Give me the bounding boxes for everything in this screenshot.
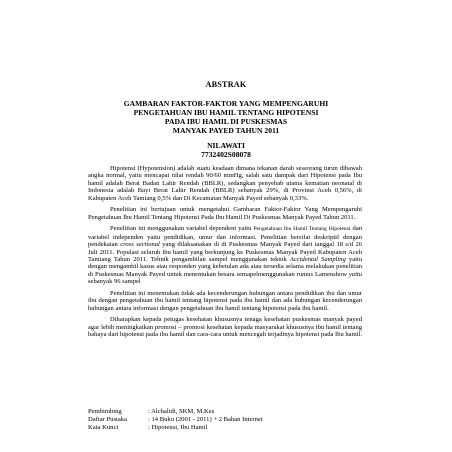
abstract-body xyxy=(88,165,362,343)
title-line: GAMBARAN FAKTOR-FAKTOR YANG MEMPENGARUHI xyxy=(123,99,329,108)
meta-key: Daftar Pustaka xyxy=(88,415,127,423)
p3-approach: cross sectional xyxy=(120,241,160,249)
author-id: 7732402S08078 xyxy=(201,150,251,159)
paragraph-2: Penelitian ini bertujuan untuk mengetahui Gambaran Faktor-Faktor Yang Mempengaruhi Pengetahuan Ibu Hamil Tentang Hipotensi Pada Ibu Hamil Di Puskesmas Manyak Payed Tahun 2011. xyxy=(88,206,362,221)
p3-text: dan variabel independen yaitu pendidikan, umur dan informasi. Penelitian bersifat deskriptif dengan pendekatan xyxy=(88,225,362,249)
p3-text: yaitu dengan mengambil kasus atau responden yang kebetulan ada atau tersedia selama melakukan penelitian di Puskesmas Manyak Payed untuk menentukan besara semapelmenggunakan rumus Lamenshow xyxy=(88,255,363,278)
title-line: MANYAK PAYED TAHUN 2011 xyxy=(172,126,280,135)
paragraph-1: Hipotensi (Hypotension) adalah suatu keadaan dimana tekanan darah seseorang turun dibawah angka normal, yaitu mencapai nilai rendah 90/60 mmHg, salah satu dampak dari Hipotensi pada Ibu hamil adalah Berat Badan Lahir Rendah (BBLR), sedangkan penyebab utama kematian neonatal di Indonesia adalah Bayi Berat Lahir Rendah (BBLR) sebanyak 29%, di Provinsi Aceh 0,56%, di Kabupaten Aceh Tamiang 0,5% dan Di Kecamatan Manyak Payed sebanyak 0,33%. xyxy=(88,165,362,202)
meta-row xyxy=(88,416,388,424)
p3-text: yang dilaksanakan di di Puskesmas Manyak Payed dari tanggal 18 s/d 26 Juli 2011. Populasi seluruh ibu hamil yang berkunjung ke Puskesmas Manyak Payed Kabupaten Aceh Tamiang Tahun 2011. Tehnik pengambilan sampel menggunakan teknik xyxy=(88,241,363,263)
paragraph-3 xyxy=(88,225,362,286)
p3-dependent-variable: Pengetahuan Ibu Hamil Tentang Hipotensi xyxy=(253,226,351,233)
paragraph-4: Penelitian ini menemukan tidak ada kecenderungan hubungan antara pendidikan ibu dan umur ibu dengan pengetahuan ibu hamil tentang hipotensi pada ibu hamil dan ada hubungan kecenderungan hubungan antara informasi dengan pengetahuan ibu hamil tentang hipotensi pada ibu hamil. xyxy=(88,289,362,312)
p3-sampling-technique: Accidental Sampling xyxy=(289,255,346,263)
abstract-heading: ABSTRAK xyxy=(205,80,247,89)
meta-value: : Hipotensi, Ibu Hamil xyxy=(148,423,208,431)
p3-text: Penelitian ini menggunakan variabel dependent yaitu xyxy=(110,225,252,233)
author-name: NILAWATI xyxy=(207,141,245,150)
abstract-meta xyxy=(88,408,388,431)
meta-row xyxy=(88,408,388,416)
meta-value: : 14 Buku (2001 - 2011) + 2 Bahan Internet xyxy=(148,415,263,423)
meta-key: Pembimbing xyxy=(88,408,122,415)
abstract-title xyxy=(0,99,452,135)
meta-key: Kata Kunci xyxy=(88,423,119,431)
meta-row xyxy=(88,424,388,432)
title-line: PENGETAHUAN IBU HAMIL TENTANG HIPOTENSI xyxy=(133,108,319,117)
paragraph-5: Diharapkan kepada petugas kesehatan khususnya tenaga kesehatan puskesmas manyak payed agar lebih meningkatkan promosi – promosi kesehatan kepada masyarakat khususnya ibu hamil tentang bahaya dari hipotensi pada ibu hamil dan cara-cara untuk mencegah terjadinya hipotensi pada Ibu hamil. xyxy=(88,316,362,339)
meta-value: : Alchalidi, SKM, M.Kes xyxy=(148,408,215,415)
author-block xyxy=(0,141,452,159)
title-line: PADA IBU HAMIL DI PUSKESMAS xyxy=(164,117,288,126)
p3-yaitu: yaitu xyxy=(348,270,362,278)
p3-text: sebanyak 96 sampel xyxy=(88,278,141,286)
